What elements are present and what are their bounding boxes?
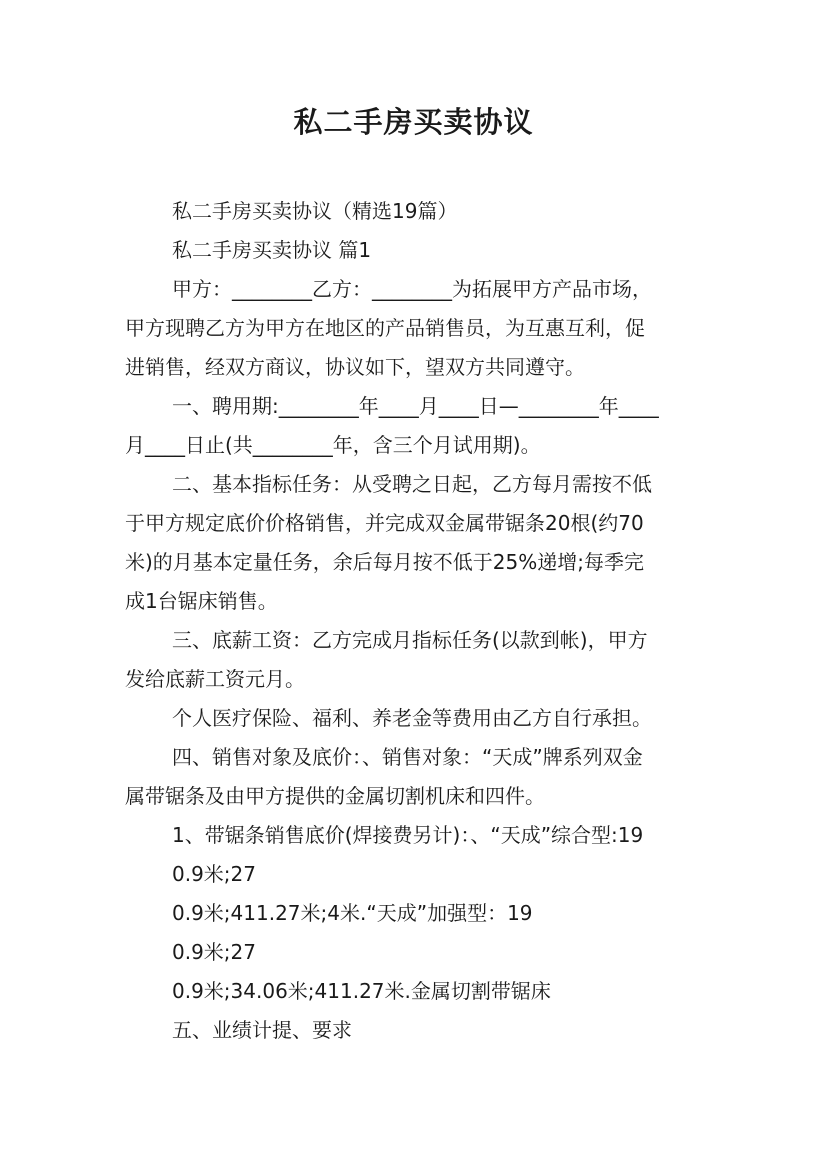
paragraph-line: 四、销售对象及底价：、销售对象：“天成”牌系列双金 xyxy=(172,745,643,769)
paragraph-line: 1、带锯条销售底价(焊接费另计)：、“天成”综合型:19 xyxy=(172,823,644,847)
paragraph-line: 甲方现聘乙方为甲方在地区的产品销售员，为互惠互利，促 xyxy=(125,316,645,340)
subtitle-line: 私二手房买卖协议（精选19篇） xyxy=(172,199,458,223)
paragraph-line: 进销售，经双方商议，协议如下，望双方共同遵守。 xyxy=(125,355,585,379)
paragraph-line: 属带锯条及由甲方提供的金属切割机床和四件。 xyxy=(125,784,545,808)
paragraph-line: 个人医疗保险、福利、养老金等费用由乙方自行承担。 xyxy=(172,706,652,730)
paragraph-line: 成1台锯床销售。 xyxy=(125,589,278,613)
paragraph-line: 米)的月基本定量任务，余后每月按不低于25%递增;每季完 xyxy=(125,550,644,574)
paragraph-line: 0.9米;27 xyxy=(172,940,256,964)
paragraph-line: 甲方：________乙方：________为拓展甲方产品市场， xyxy=(172,277,652,301)
paragraph-line: 月____日止(共________年，含三个月试用期)。 xyxy=(125,433,541,457)
paragraph-line: 于甲方规定底价价格销售，并完成双金属带锯条20根(约70 xyxy=(125,511,644,535)
paragraph-line: 二、基本指标任务：从受聘之日起，乙方每月需按不低 xyxy=(172,472,652,496)
paragraph-line: 三、底薪工资：乙方完成月指标任务(以款到帐)，甲方 xyxy=(172,628,648,652)
paragraph-line: 0.9米;34.06米;411.27米.金属切割带锯床 xyxy=(172,979,551,1003)
paragraph-line: 一、聘用期:________年____月____日—________年____ xyxy=(172,394,659,418)
section-heading: 私二手房买卖协议 篇1 xyxy=(172,238,372,262)
section-heading: 五、业绩计提、要求 xyxy=(172,1018,352,1042)
paragraph-line: 0.9米;411.27米;4米.“天成”加强型：19 xyxy=(172,901,533,925)
paragraph-line: 发给底薪工资元月。 xyxy=(125,667,305,691)
paragraph-line: 0.9米;27 xyxy=(172,862,256,886)
document-title: 私二手房买卖协议 xyxy=(293,105,534,139)
